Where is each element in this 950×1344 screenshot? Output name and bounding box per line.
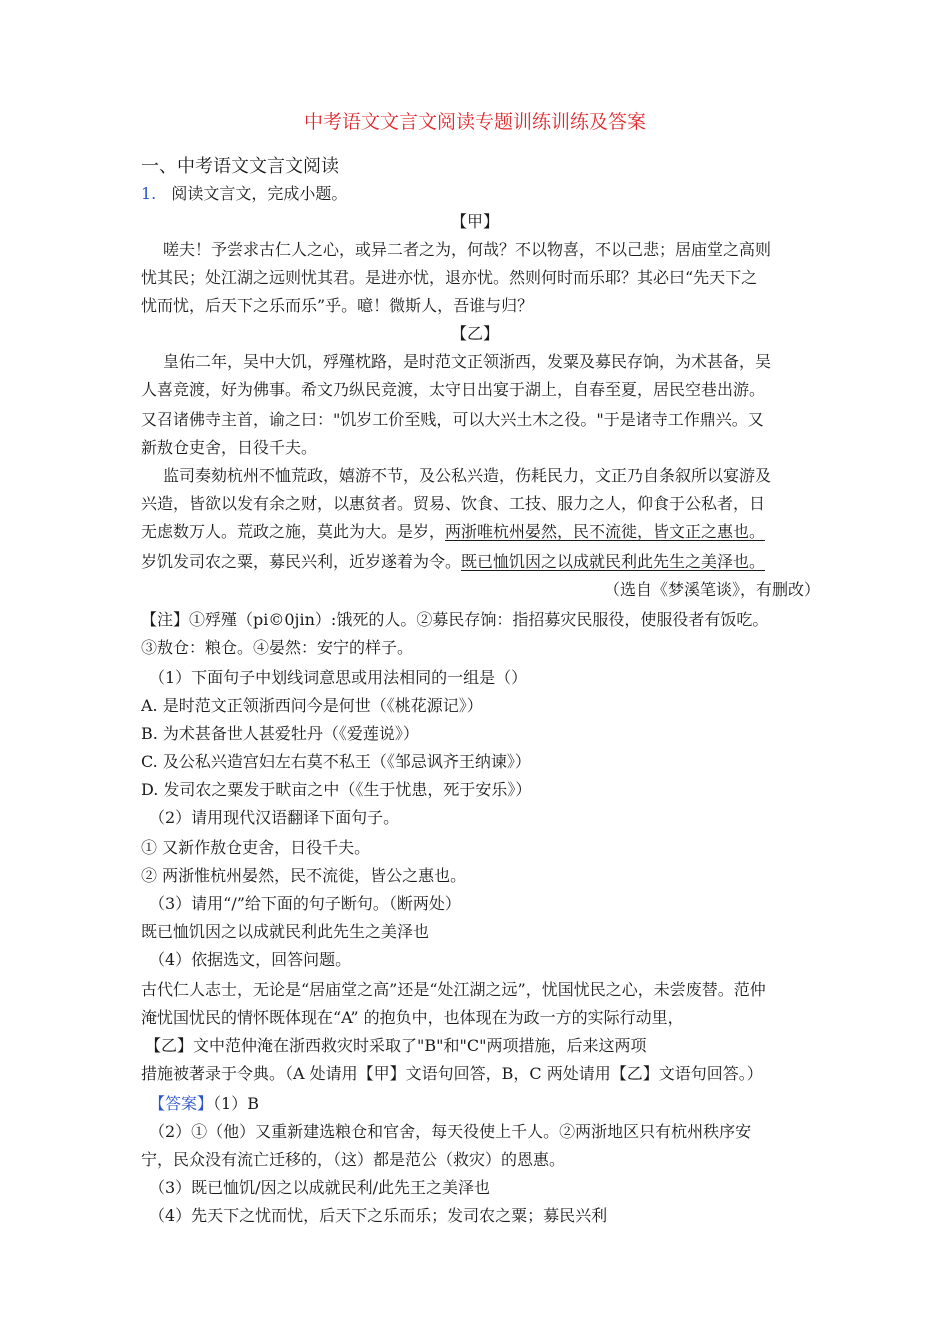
notes-line: ③敖仓：粮仓。④晏然：安宁的样子。 [141,638,414,657]
answer-line: （2）①（他）又重新建选粮仓和官舍，每天役使上千人。②两浙地区只有杭州秩序安 [149,1122,752,1141]
passage-yi-line: 新敖仓吏舍，日役千夫。 [141,438,318,457]
passage-yi-line: 又召诸佛寺主首，谕之曰："饥岁工价至贱，可以大兴土木之役。"于是诸寺工作鼎兴。又 [141,410,764,429]
question-number: 1. [141,184,157,203]
translate-item: ① 又新作敖仓吏舍，日役千夫。 [141,838,371,857]
passage-yi-heading: 【乙】 [450,324,499,343]
sub-question-4: （4）依据选文，回答问题。 [149,950,352,969]
passage-jia-line: 嗟夫！予尝求古仁人之心，或异二者之为，何哉？不以物喜，不以己悲；居庙堂之高则 [163,240,772,259]
answer-line: （3）既已恤饥/因之以成就民利/此先王之美泽也 [149,1178,490,1197]
passage-text: 岁饥发司农之粟，募民兴利，近岁遂着为令。 [141,552,462,571]
question-4-text: 古代仁人志士，无论是“居庙堂之高”还是“处江湖之远”，忧国忧民之心，未尝废替。范仲 [141,980,766,999]
question-intro-text: 阅读文言文，完成小题。 [171,184,348,203]
answer-line: 宁，民众没有流亡迁移的，（这）都是范公（救灾）的恩惠。 [141,1150,566,1169]
passage-jia-line: 忧其民；处江湖之远则忧其君。是进亦忧，退亦忧。然则何时而乐耶？其必曰“先天下之 [141,268,758,287]
page-title: 中考语文文言文阅读专题训练训练及答案 [303,111,646,133]
question-4-text: 【乙】文中范仲淹在浙西救灾时采取了"B"和"C"两项措施，后来这两项 [145,1036,647,1055]
passage-jia-line: 忧而忧，后天下之乐而乐”乎。噫！微斯人，吾谁与归？ [141,296,534,315]
option-a: A. 是时范文正领浙西问今是何世（《桃花源记》） [141,696,483,715]
passage-yi-line: 兴造，皆欲以发有余之财，以惠贫者。贸易、饮食、工技、服力之人，仰食于公私者，日 [141,494,766,513]
passage-text: 无虑数万人。荒政之施，莫此为大。是岁， [141,522,446,541]
passage-yi-line: 监司奏劾杭州不恤荒政，嬉游不节，及公私兴造，伤耗民力，文正乃自条叙所以宴游及 [163,466,772,485]
sub-question-1: （1）下面句子中划线词意思或用法相同的一组是（） [149,668,528,687]
passage-jia-heading: 【甲】 [450,212,499,231]
passage-yi-line: 人喜竞渡，好为佛事。希文乃纵民竞渡，太守日出宴于湖上，自春至夏，居民空巷出游。 [141,380,766,399]
passage-yi-line [141,522,765,542]
question-1-intro [141,184,347,204]
source-citation: （选自《梦溪笔谈》，有删改） [603,580,820,599]
question-4-text: 措施被著录于令典。（A 处请用【甲】文语句回答，B，C 两处请用【乙】文语句回答。） [141,1064,763,1083]
section-heading: 一、中考语文文言文阅读 [141,156,339,177]
option-d: D. 发司农之粟发于畎亩之中（《生于忧患，死于安乐》） [141,780,532,799]
answer-label: 【答案】 [149,1094,214,1113]
underlined-sentence: 两浙唯杭州晏然，民不流徙，皆文正之惠也。 [445,522,766,541]
translate-item: ② 两浙惟杭州晏然，民不流徙，皆公之惠也。 [141,866,467,885]
passage-yi-line: 皇佑二年，吴中大饥，殍殣枕路，是时范文正领浙西，发粟及募民存饷，为术甚备，吴 [163,352,772,371]
answer-line [149,1094,259,1114]
answer-text: （1）B [213,1094,259,1113]
answer-line: （4）先天下之忧而忧，后天下之乐而乐；发司农之粟；募民兴利 [149,1206,608,1225]
underlined-sentence: 既已恤饥因之以成就民利此先生之美泽也。 [461,552,766,571]
option-b: B. 为术甚备世人甚爱牡丹（《爱莲说》） [141,724,419,743]
passage-yi-line [141,552,765,572]
notes-line: 【注】①殍殣（pi©0jin）:饿死的人。②募民存饷：指招募灾民服役，使服役者有饭吃。 [141,610,769,629]
option-c: C. 及公私兴造宫妇左右莫不私王（《邹忌讽齐王纳谏》） [141,752,531,771]
question-4-text: 淹忧国忧民的情怀既体现在“A” 的抱负中，也体现在为政一方的实际行动里， [141,1008,684,1027]
sub-question-3: （3）请用“/”给下面的句子断句。（断两处） [149,894,461,913]
sub-question-2: （2）请用现代汉语翻译下面句子。 [149,808,400,827]
punctuation-text: 既已恤饥因之以成就民利此先生之美泽也 [141,922,430,941]
